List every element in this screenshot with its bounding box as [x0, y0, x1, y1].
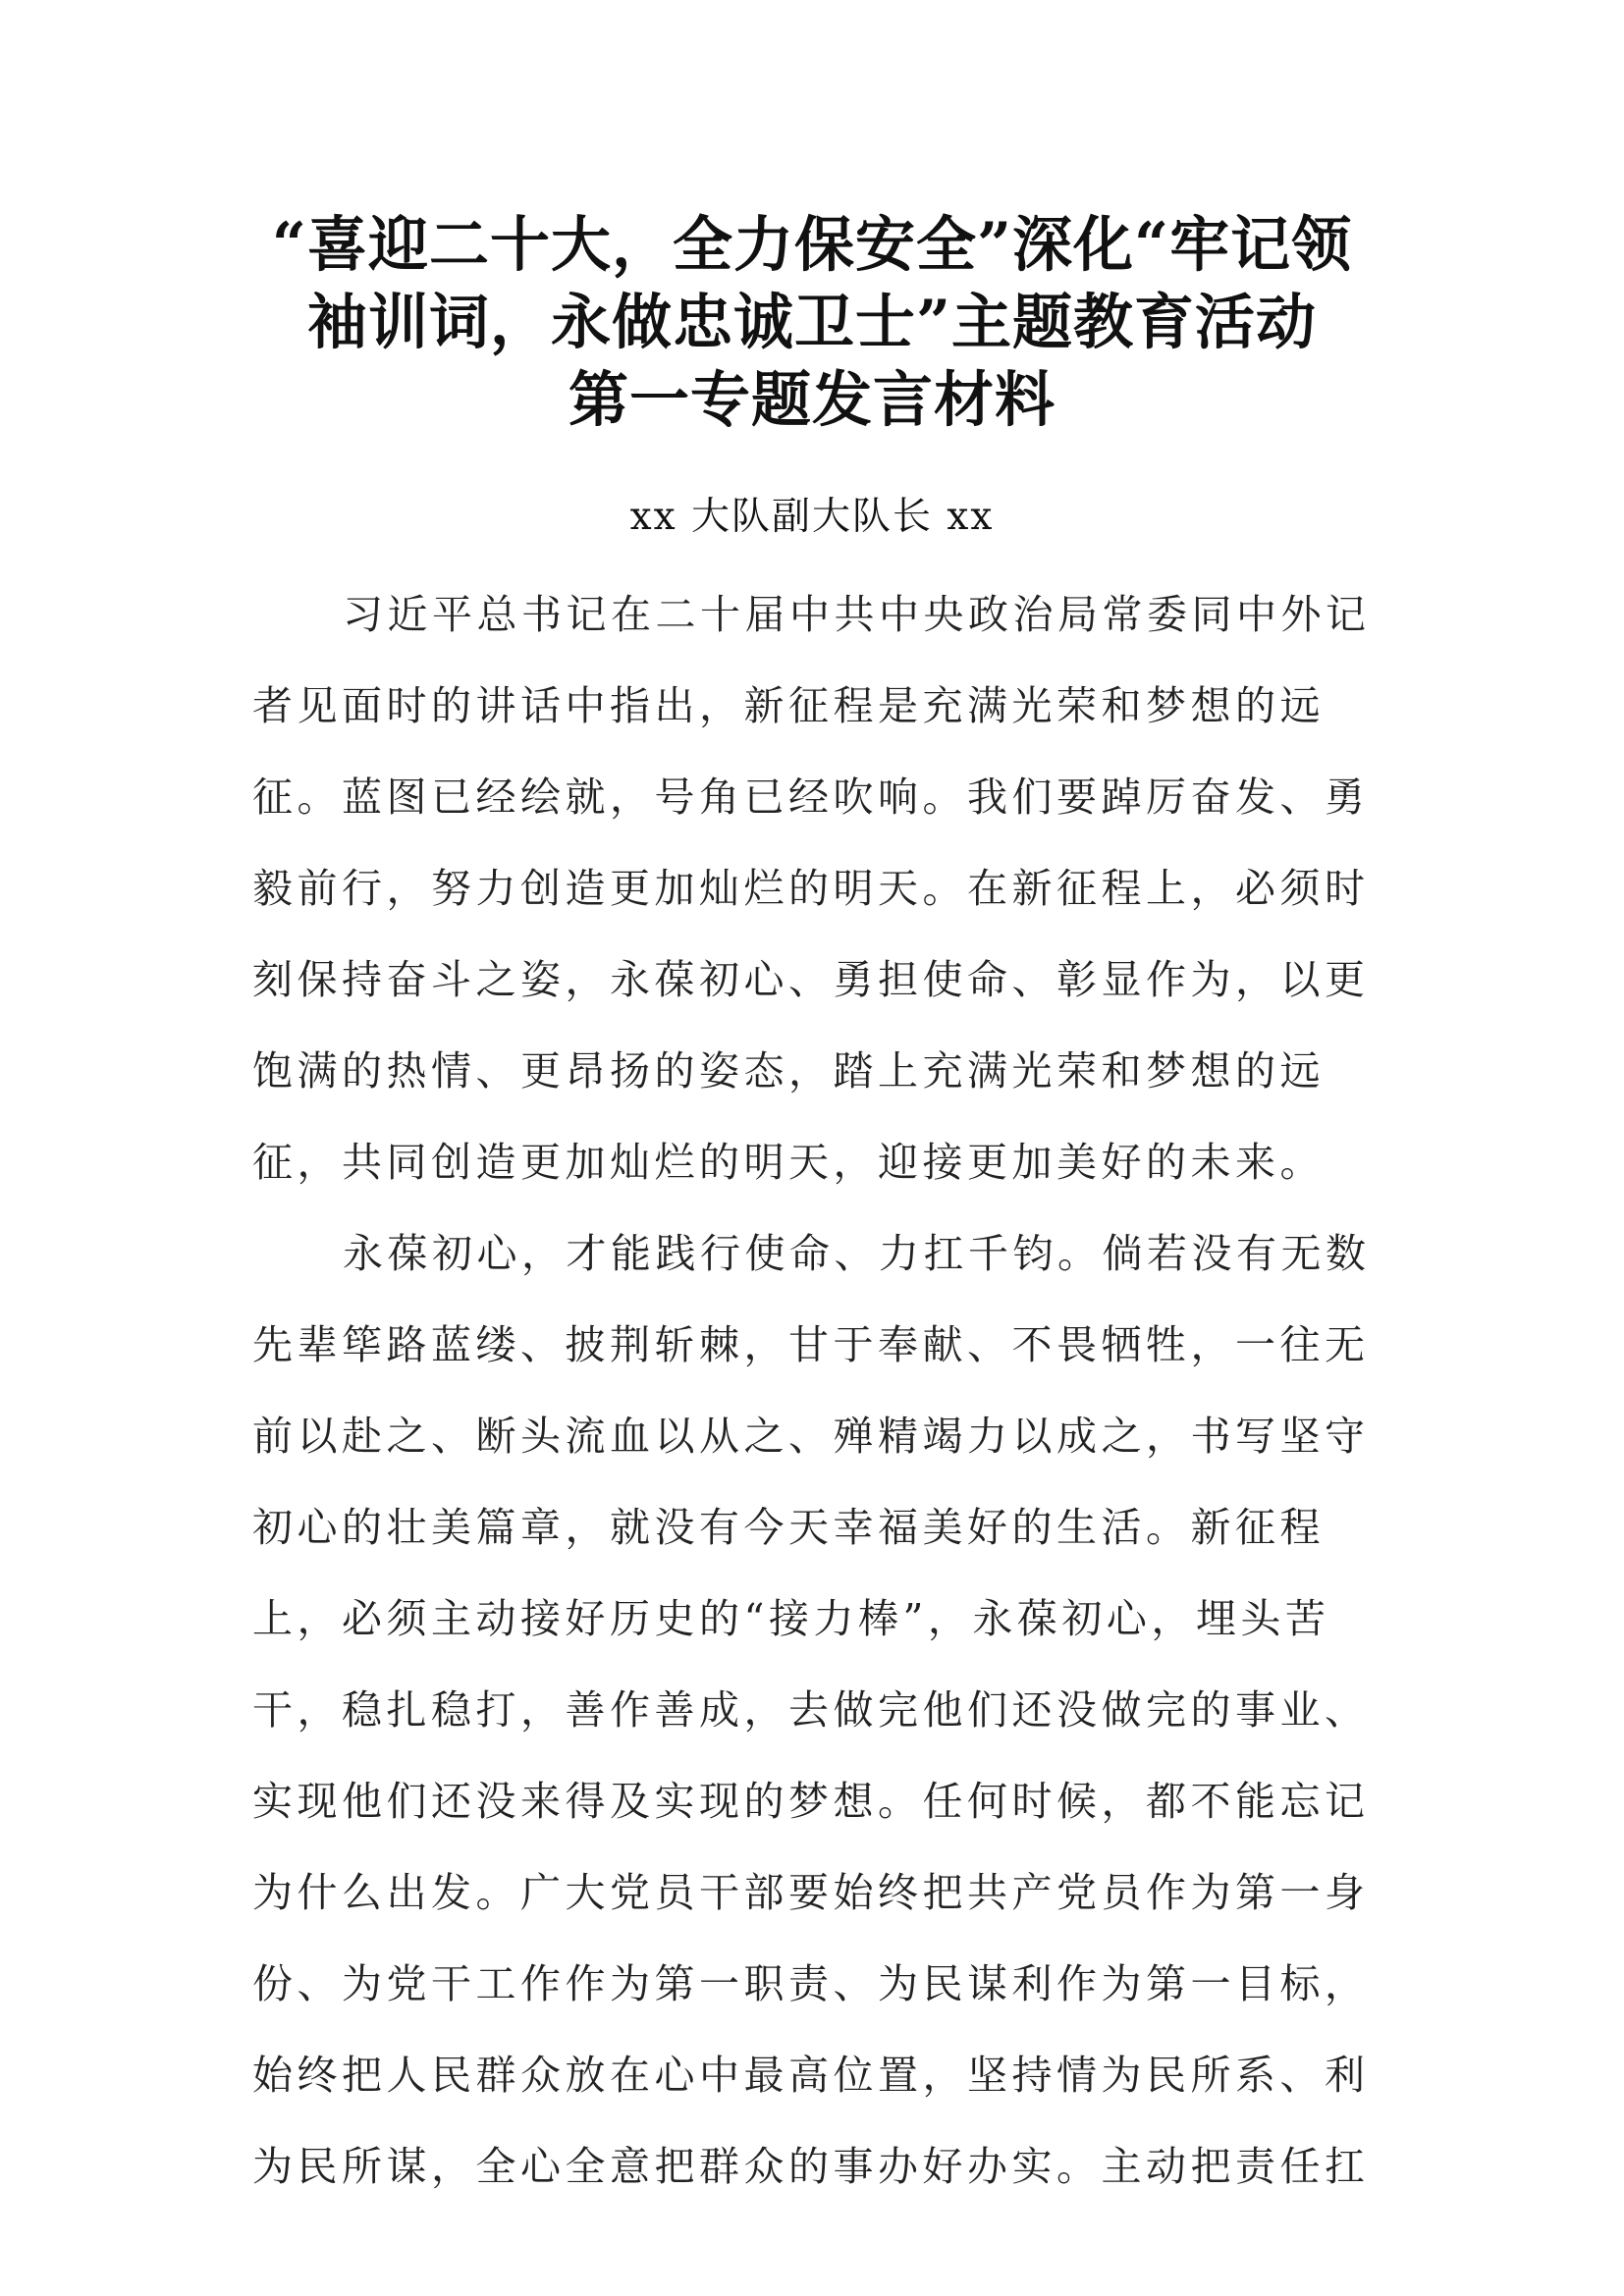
- text-line: 毅前行，努力创造更加灿烂的明天。在新征程上，必须时: [252, 865, 1370, 912]
- text-line: 实现他们还没来得及实现的梦想。任何时候，都不能忘记: [252, 1778, 1370, 1825]
- text-line: 前以赴之、断头流血以从之、殚精竭力以成之，书写坚守: [252, 1413, 1370, 1460]
- document-title: [236, 206, 1388, 439]
- paragraph-1: [252, 569, 1371, 1208]
- text-line: 永葆初心，才能践行使命、力扛千钧。倘若没有无数: [343, 1230, 1371, 1277]
- text-line: 上，必须主动接好历史的“接力棒”，永葆初心，埋头苦: [252, 1595, 1330, 1642]
- text-line: 为什么出发。广大党员干部要始终把共产党员作为第一身: [252, 1869, 1370, 1916]
- text-line: 干，稳扎稳打，善作善成，去做完他们还没做完的事业、: [252, 1686, 1370, 1734]
- text-line: 始终把人民群众放在心中最高位置，坚持情为民所系、利: [252, 2052, 1370, 2099]
- document-body: [252, 569, 1371, 2213]
- text-line: 习近平总书记在二十届中共中央政治局常委同中外记: [343, 591, 1371, 638]
- text-line: 为民所谋，全心全意把群众的事办好办实。主动把责任扛: [252, 2143, 1370, 2190]
- title-line: 袖训词，永做忠诚卫士”主题教育活动: [306, 288, 1318, 357]
- text-line: 征。蓝图已经绘就，号角已经吹响。我们要踔厉奋发、勇: [252, 774, 1370, 821]
- title-line: “喜迎二十大，全力保安全”深化“牢记领: [271, 210, 1353, 280]
- text-line: 初心的壮美篇章，就没有今天幸福美好的生活。新征程: [252, 1504, 1325, 1551]
- title-line: 第一专题发言材料: [568, 365, 1056, 435]
- text-line: 份、为党干工作作为第一职责、为民谋利作为第一目标，: [252, 1960, 1370, 2007]
- text-line: 饱满的热情、更昂扬的姿态，踏上充满光荣和梦想的远: [252, 1047, 1325, 1095]
- text-line: 者见面时的讲话中指出，新征程是充满光荣和梦想的远: [252, 682, 1325, 729]
- author-line: xx 大队副大队长 xx: [629, 495, 995, 539]
- text-line: 征，共同创造更加灿烂的明天，迎接更加美好的未来。: [252, 1139, 1325, 1186]
- text-line: 先辈筚路蓝缕、披荆斩棘，甘于奉献、不畏牺牲，一往无: [252, 1321, 1370, 1368]
- text-line: 刻保持奋斗之姿，永葆初心、勇担使命、彰显作为，以更: [252, 956, 1370, 1003]
- paragraph-2: [252, 1208, 1371, 2213]
